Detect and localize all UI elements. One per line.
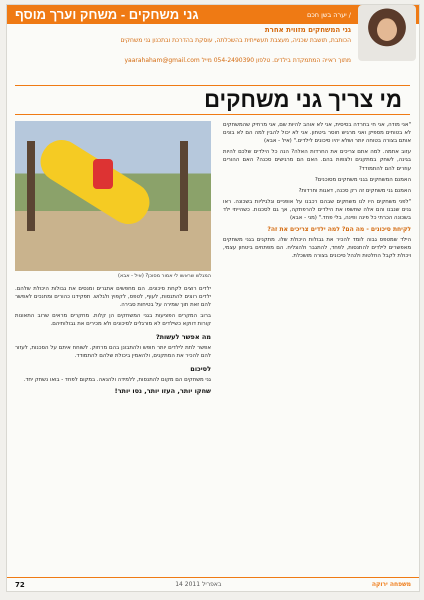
issue-date: 14 באפריל 2011 [175, 581, 222, 588]
closing-line: שחקו יותר, העזו יותר, נסו יותר! [114, 387, 211, 396]
paragraph: גני משחקים הם מקום להתנסות, ללמידה ולהנאה. במקום לפחד - בואו נשחק יחד. [23, 377, 211, 384]
headline-text: מי צריך גני משחקים [204, 87, 402, 112]
article-headline [15, 85, 410, 115]
paragraph: "אני מודה, אני חי בחרדה בסיסית, אני לא אוהב להיות שם, אני מרחיק שהמשחקים לא בטוחים מספיק ואני מרגיש חוסר ביטחון. אני לא יכול להבין למה הם לא בונים אותם בצורה בטוחה יותר ושלא יהיו סיכונים לילדים." (איל - אבא) [223, 122, 411, 145]
tree-trunk [27, 141, 35, 231]
magazine-name: משפחה ירוקה [371, 581, 411, 588]
column-title: גני משחקים - משחק וערך מוסף [15, 7, 199, 22]
question: האמנם גני משחקים זה רק סכנה, דאגות וחרדות? [298, 187, 411, 194]
paragraph: הילד שמטפס גבוה לומד להכיר את גבולות היכולת שלו. מתקנים בגני משחקים מאפשרים לילדים להתנסות, לפחד, להתגבר ולהצליח. הם מפתחים ביטחון עצמי, ויכולת לקבל החלטות ולנהל סיכונים בצורה מושכלת. [223, 237, 411, 260]
author-byline: / יערה בשן חכם [307, 10, 351, 19]
paragraph: "לפני משחקים היו לנו משחקים שבהם רכבנו על אופניים וגלגיליות בשכונה. ראו גנים שנבנו והם אלה שחשפו את הילדים להרפתקה, אך גם לסכנות. כשהייתי ילד בשכונה הכרתי כל פינה ופינה, בלי פחד." (מני - אבא) [223, 198, 411, 222]
paragraph: ילדים רוצים לקחת סיכונים. הם מחפשים אתגרים ומנסים את גבולות היכולת שלהם. ילדים רוצים להתנסות, לעוף, לטפס, לקפוץ ולגלוש. תפקידנו כהורים ומחנכים לאפשר להם זאת תוך שמירה על בטיחות סבירה. [15, 286, 211, 309]
magazine-page [6, 4, 420, 592]
author-photo [358, 5, 416, 61]
question: האמנם המשחקים בגני משחקים מסוכנים? [314, 176, 411, 183]
column-subhead: גני המשחקים מזווית אחרת [264, 26, 351, 34]
playground-photo [15, 121, 211, 271]
section-subtitle: לקיחת סיכונים - מה הם? למה ילדים צריכים את זה? [267, 226, 411, 234]
photo-caption: המגלש שראשו לי אמור מסוכן? (איל - אבא) [118, 273, 211, 279]
section-subtitle: מה אפשר לעשות? [155, 332, 211, 341]
author-contact: מתוך ראייה המתמקדת בילדים. טלפון 054-2490390 מייל yaarahaham@gmail.com [124, 57, 351, 64]
child-figure [93, 159, 113, 189]
article-column-right [223, 121, 411, 577]
paragraph: אפשר לתת לילדים יותר חופש ולהתבונן בהם מרחוק. לשוחח איתם על הסכנות, לעזור להם להכיר את המתקנים, ולהאמין ביכולת שלהם להתמודד. [15, 345, 211, 360]
tree-trunk [180, 141, 188, 231]
paragraph: ברוב המקרים הפציעות בגני המשחקים הן קלות. מחקרים מראים שרוב התאונות קורות דווקא כשילדים לא מורגלים לסיכונים ולא מכירים את גבולותיהם. [15, 313, 211, 328]
page-number: 72 [15, 580, 25, 589]
author-intro: הכותבת, תושבת שכניה, מעצבת תעשייתית בהשכלתה, עוסקת בהדרכת ובתכנון גני משחקים [120, 37, 351, 44]
summary-title: לסיכום [190, 364, 211, 373]
page-footer [7, 577, 419, 591]
paragraph: עזוב אתמה. למה אתם צריכים את החרדות האלה? הנה כל הילדים שלכם להיות בגינה, לשחק במתקנים ולצפות בהם. האם הם מרגישים סכנה? האם ההורים עוזרים להם להתמודד? [223, 149, 411, 172]
article-column-left [15, 285, 211, 577]
